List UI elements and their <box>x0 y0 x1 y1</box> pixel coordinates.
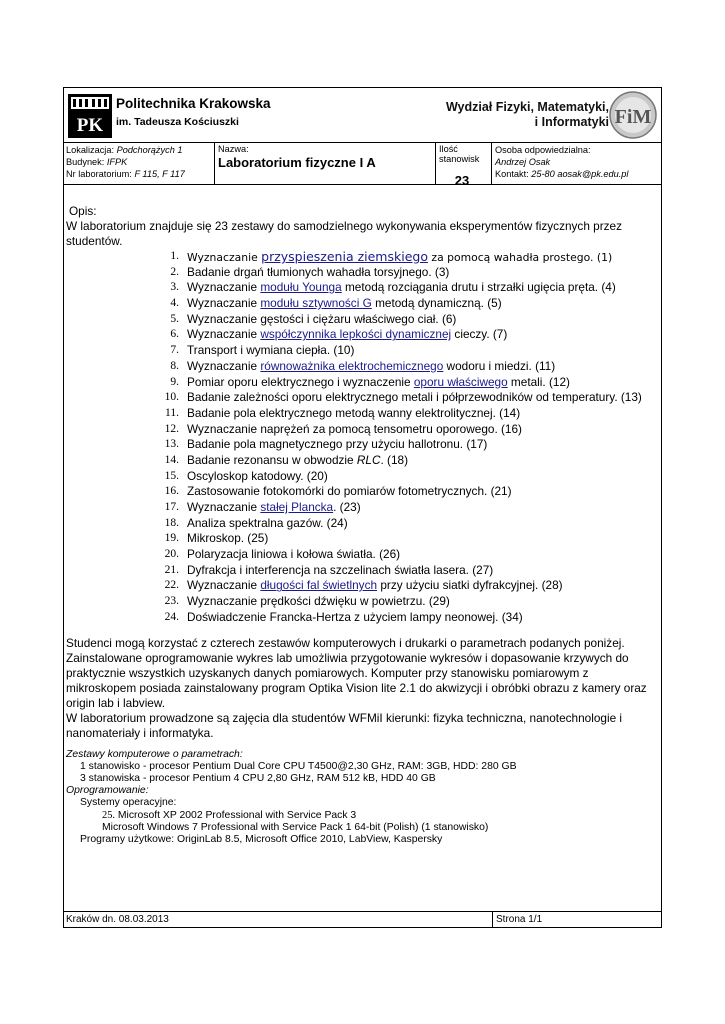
contact-cell <box>492 142 661 184</box>
place-date: Kraków dn. 08.03.2013 <box>66 914 169 925</box>
faculty-line-2: i Informatyki <box>534 115 609 129</box>
stations-count: 23 <box>454 173 470 188</box>
list-item-text: Polaryzacja liniowa i kołowa światła. (26) <box>187 547 401 562</box>
list-item-number: 13. <box>164 438 179 451</box>
footer <box>64 911 661 928</box>
list-item-text-end: metodą dynamiczną. (5) <box>371 296 502 311</box>
list-item-number: 19. <box>164 532 179 545</box>
list-item-text-end: cieczy. (7) <box>451 327 508 342</box>
list-item-link[interactable]: współczynnika lepkości dynamicznej <box>260 327 452 342</box>
list-item-text: Wyznaczanie gęstości i ciężaru właściwego ciał. (6) <box>187 311 457 326</box>
list-item <box>66 312 656 328</box>
list-item-number: 15. <box>164 469 179 482</box>
list-item-number: 7. <box>170 344 179 357</box>
list-item-number: 8. <box>170 359 179 372</box>
os-item-2: Microsoft Windows 7 Professional with Service Pack 1 64-bit (Polish) (1 stanowisko) <box>102 821 489 833</box>
list-item-text: Doświadczenie Francka-Hertza z użyciem lampy neonowej. (34) <box>187 609 523 624</box>
list-item-text: Wyznaczanie prędkości dźwięku w powietrzu. (29) <box>187 594 450 609</box>
list-item <box>66 390 656 406</box>
list-item <box>66 327 656 343</box>
page-number: Strona 1/1 <box>496 914 543 925</box>
list-item <box>66 265 656 281</box>
stations-label: Ilość stanowisk <box>439 144 480 164</box>
name-cell <box>215 142 436 184</box>
document-frame <box>63 87 662 928</box>
location-cell <box>64 142 215 184</box>
lab-number-value: F 115, F 117 <box>134 169 185 179</box>
list-item <box>66 469 656 485</box>
university-name: Politechnika Krakowska <box>116 96 271 111</box>
list-item-text-end: przy użyciu siatki dyfrakcyjnej. (28) <box>377 578 563 593</box>
list-item-text: Dyfrakcja i interferencja na szczelinach światła lasera. (27) <box>187 562 494 577</box>
person-label: Osoba odpowiedzialna: <box>495 145 591 155</box>
os-label: Systemy operacyjne: <box>80 797 177 809</box>
list-item <box>66 516 656 532</box>
list-item-number: 24. <box>164 610 179 623</box>
location-value: Podchorążych 1 <box>116 145 183 155</box>
list-item-number: 20. <box>164 548 179 561</box>
list-item-number: 21. <box>164 563 179 576</box>
list-item-link[interactable]: stałej Plancka <box>260 500 334 514</box>
list-item-text: Badanie drgań tłumionych wahadła torsyjnego. (3) <box>187 264 450 279</box>
computer-sets-label: Zestawy komputerowe o parametrach: <box>66 748 243 760</box>
list-item-number: 2. <box>170 265 179 278</box>
list-item-text-end: wodoru i miedzi. (11) <box>443 358 556 373</box>
list-item-number: 18. <box>164 516 179 529</box>
list-item-number: 1. <box>170 250 179 262</box>
list-item-text-end: metodą rozciągania drutu i strzałki ugięcia pręta. (4) <box>341 280 616 295</box>
list-item-text: Badanie rezonansu w obwodzie <box>187 452 357 467</box>
list-item-link[interactable]: przyspieszenia ziemskiego <box>261 249 428 264</box>
building-value: IFPK <box>106 157 128 167</box>
list-item-number: 12. <box>164 422 179 435</box>
list-item-number: 3. <box>170 281 179 294</box>
list-item <box>66 453 656 469</box>
list-item <box>66 578 656 594</box>
opis-intro: W laboratorium znajduje się 23 zestawy do samodzielnego wykonywania eksperymentów fizycznych przez studentów. <box>66 219 623 248</box>
list-item <box>66 280 656 296</box>
list-item-text: Badanie pola elektrycznego metodą wanny elektrolitycznej. (14) <box>187 405 521 420</box>
university-subtitle: im. Tadeusza Kościuszki <box>116 116 239 128</box>
list-item-text: Transport i wymiana ciepła. (10) <box>187 343 355 358</box>
location-label: Lokalizacja: <box>66 145 115 155</box>
list-item-text: Mikroskop. (25) <box>187 531 269 546</box>
list-item <box>66 359 656 375</box>
list-item-text-end: za pomocą wahadła prostego. (1) <box>427 251 613 264</box>
list-item <box>66 594 656 610</box>
opis-label: Opis: <box>69 204 97 218</box>
list-item <box>66 422 656 438</box>
list-item-number: 6. <box>170 328 179 341</box>
list-item-text: Wyznaczanie <box>187 280 261 295</box>
list-item-number: 5. <box>170 312 179 325</box>
name-label: Nazwa: <box>218 144 249 154</box>
list-item-text: Analiza spektralna gazów. (24) <box>187 515 348 530</box>
faculty-logo <box>609 90 657 140</box>
list-item-text: Badanie pola magnetycznego przy użyciu hallotronu. (17) <box>187 437 488 452</box>
software-label: Oprogramowanie: <box>66 785 149 797</box>
os-item-number: 25. <box>102 809 115 821</box>
footer-divider <box>492 912 493 928</box>
list-item-number: 11. <box>165 406 179 419</box>
list-item <box>66 563 656 579</box>
faculty-name <box>446 100 609 130</box>
list-item-italic: RLC <box>356 452 381 467</box>
list-item-number: 14. <box>164 453 179 466</box>
list-item-text: Wyznaczanie <box>187 327 261 342</box>
lab-number-label: Nr laboratorium: <box>66 169 132 179</box>
paragraph-computers: Studenci mogą korzystać z czterech zestawów komputerowych i drukarki o parametrach podanych poniżej. Zainstalowane oprogramowanie wykres lab umożliwia przygotowanie wykresów i dopasowanie krzywych do praktycznie wszystkich uzyskanych danych pomiarowych. Komputer przy stanowisku pomiarowym z mikroskopem posiada zainstalowany program Optika Vision lite 2.1 do akwizycji i obróbki obrazu z kamery oraz origin lab i labview. <box>66 635 647 710</box>
list-item-text: Pomiar oporu elektrycznego i wyznaczenie <box>187 374 414 389</box>
person-name: Andrzej Osak <box>495 157 551 167</box>
list-item-text-end: metali. (12) <box>507 374 570 389</box>
list-item-text: Badanie zależności oporu elektrycznego metali i półprzewodników od temperatury. (13) <box>187 390 642 405</box>
computer-set-2: 3 stanowiska - procesor Pentium 4 CPU 2,80 GHz, RAM 512 kB, HDD 40 GB <box>80 772 436 784</box>
list-item-number: 22. <box>164 579 179 592</box>
list-item-link[interactable]: oporu właściwego <box>413 374 508 389</box>
faculty-logo-text: FiM <box>614 106 652 128</box>
faculty-line-1: Wydział Fizyki, Matematyki, <box>445 100 609 114</box>
contact-value[interactable]: 25-80 aosak@pk.edu.pl <box>531 169 629 179</box>
list-item-text: Oscyloskop katodowy. (20) <box>187 468 328 483</box>
info-row <box>64 142 661 188</box>
list-item-link[interactable]: modułu Younga <box>260 280 342 295</box>
lab-title: Laboratorium fizyczne I A <box>218 155 376 170</box>
list-item-text: Wyznaczanie <box>187 296 261 311</box>
os-item-1: Microsoft XP 2002 Professional with Service Pack 3 <box>117 809 357 821</box>
list-item-link[interactable]: długości fal świetlnych <box>260 578 378 593</box>
list-item <box>66 406 656 422</box>
list-item <box>66 343 656 359</box>
building-label: Budynek: <box>66 157 105 167</box>
computer-set-1: 1 stanowisko - procesor Pentium Dual Core CPU T4500@2,30 GHz, RAM: 3GB, HDD: 280 GB <box>80 760 517 772</box>
specs-block <box>66 749 656 847</box>
list-item-link[interactable]: równoważnika elektrochemicznego <box>260 358 444 373</box>
list-item <box>66 547 656 563</box>
header <box>64 88 661 143</box>
university-logo <box>68 94 112 138</box>
list-item <box>66 249 656 265</box>
list-item-text-end: . (23) <box>333 500 361 514</box>
list-item-text-end: . (18) <box>380 452 409 467</box>
list-item-text: Zastosowanie fotokomórki do pomiarów fotometrycznych. (21) <box>187 484 512 499</box>
applications: Programy użytkowe: OriginLab 8.5, Microsoft Office 2010, LabView, Kaspersky <box>80 833 443 845</box>
list-item-text: Wyznaczanie <box>187 500 261 514</box>
list-item-number: 17. <box>164 501 179 513</box>
list-item <box>66 437 656 453</box>
list-item-number: 23. <box>164 595 179 608</box>
description-body <box>66 204 656 846</box>
list-item-number: 4. <box>170 297 179 310</box>
list-item-number: 9. <box>170 375 179 388</box>
list-item-text: Wyznaczanie <box>187 251 262 264</box>
list-item <box>66 296 656 312</box>
contact-label: Kontakt: <box>495 169 529 179</box>
list-item <box>66 531 656 547</box>
list-item-link[interactable]: modułu sztywności G <box>260 296 372 311</box>
list-item-number: 16. <box>164 485 179 498</box>
list-item-text: Wyznaczanie <box>187 358 261 373</box>
stations-cell <box>436 142 492 188</box>
list-item-text: Wyznaczanie naprężeń za pomocą tensometru oporowego. (16) <box>187 421 522 436</box>
logo-text: PK <box>76 115 104 136</box>
experiment-list <box>66 249 656 626</box>
list-item <box>66 375 656 391</box>
list-item <box>66 484 656 500</box>
list-item <box>66 500 656 516</box>
paragraph-classes: W laboratorium prowadzone są zajęcia dla studentów WFMiI kierunki: fizyka techniczna, nanotechnologie i nanomateriały i informatyka. <box>66 710 623 740</box>
list-item-text: Wyznaczanie <box>187 578 261 593</box>
list-item-number: 10. <box>164 391 179 404</box>
list-item <box>66 610 656 626</box>
